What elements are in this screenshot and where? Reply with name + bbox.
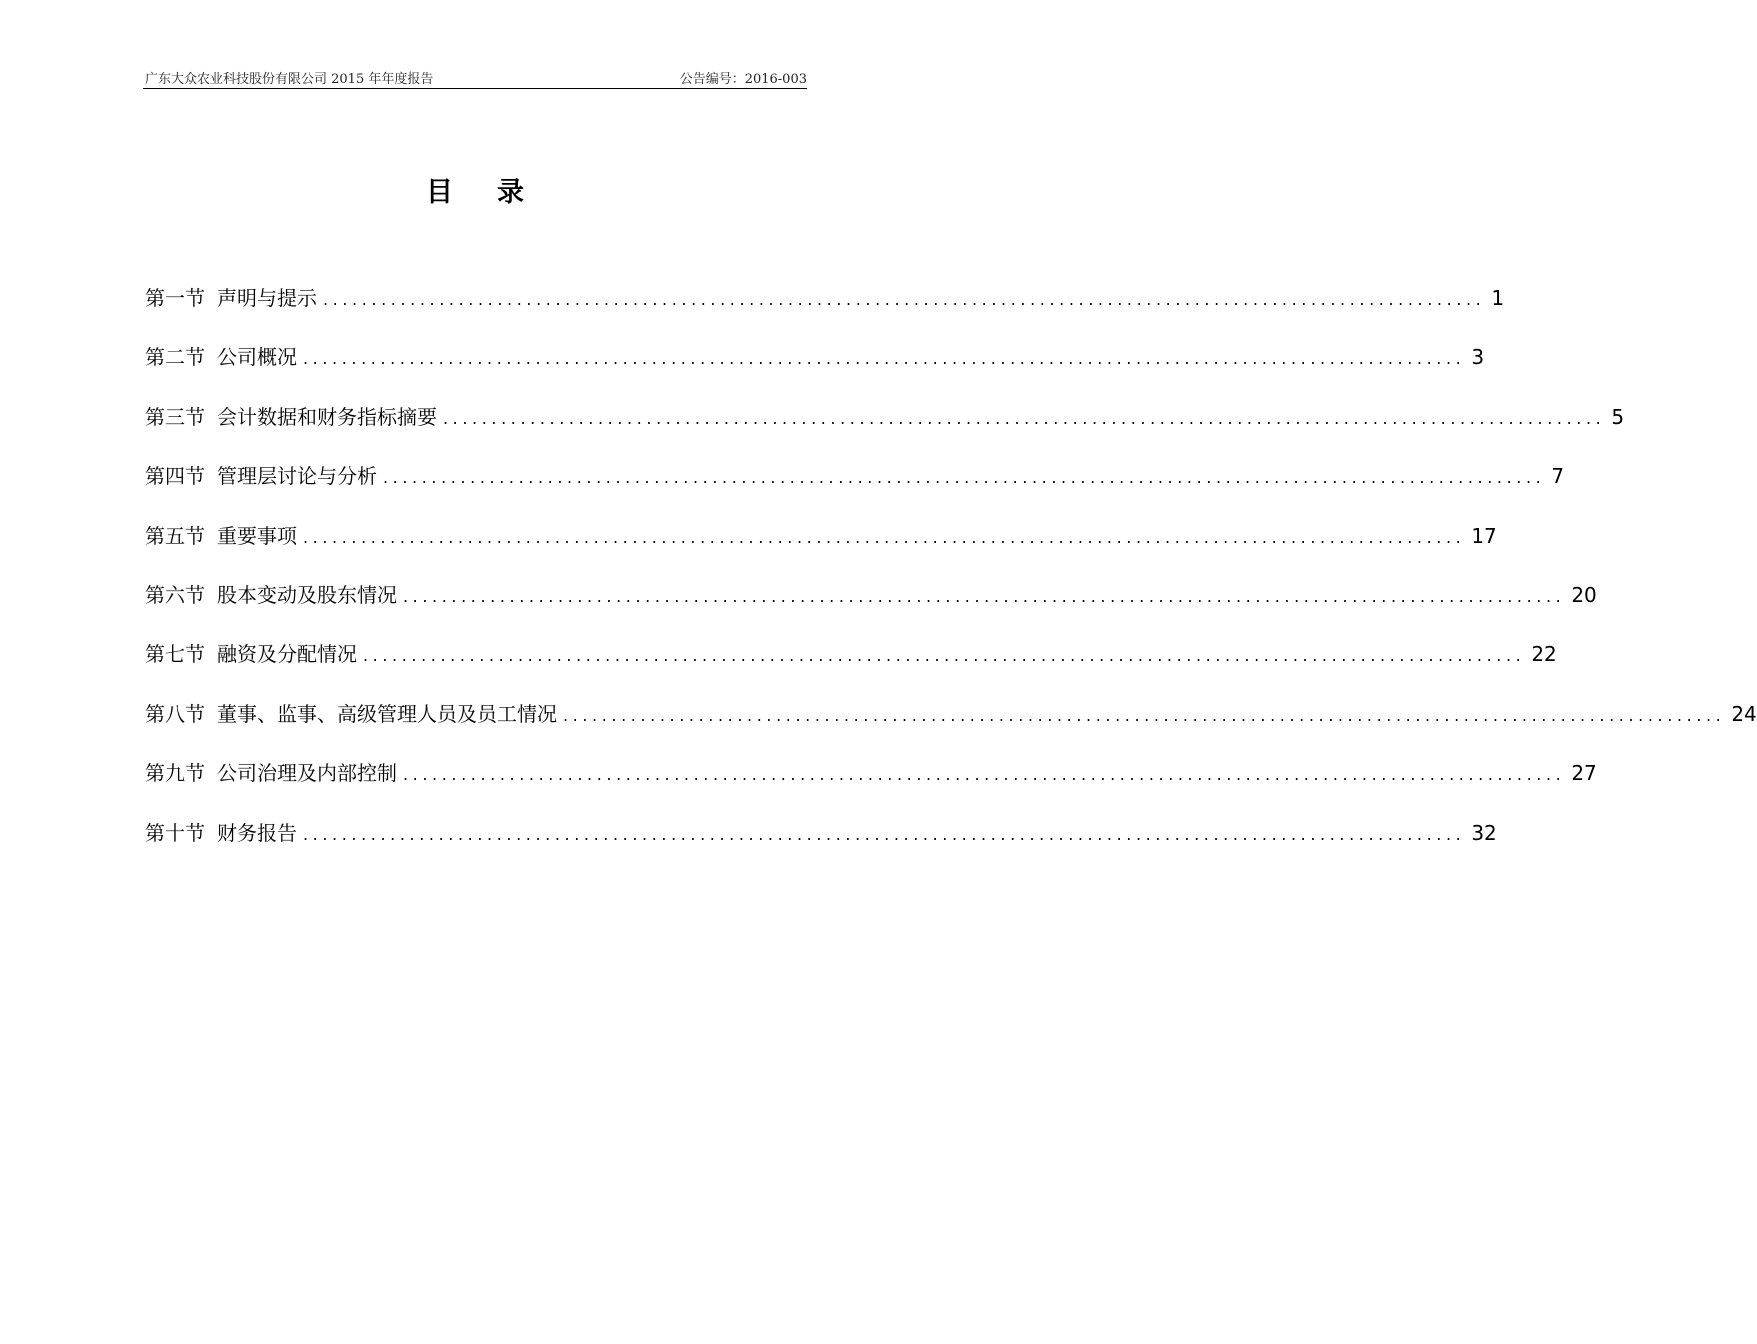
toc-leader-dots: ........................................................................................................................ xyxy=(383,468,1546,488)
toc-section-number: 第六节 xyxy=(145,582,205,607)
toc-entry[interactable] xyxy=(145,401,1625,460)
toc-section-title: 管理层讨论与分析 xyxy=(217,464,377,489)
toc-section-number: 第四节 xyxy=(145,464,205,489)
toc-leader-dots: ........................................................................................................................ xyxy=(443,408,1606,428)
toc-page-number: 27 xyxy=(1571,761,1597,786)
toc-leader-dots: ........................................................................................................................ xyxy=(363,646,1526,666)
page-header xyxy=(143,66,807,89)
toc-page-number: 32 xyxy=(1471,820,1497,845)
toc-entry[interactable] xyxy=(145,757,1597,816)
toc-section-title: 股本变动及股东情况 xyxy=(217,582,397,607)
toc-page-number: 20 xyxy=(1571,582,1597,607)
toc-leader-dots: ........................................................................................................................ xyxy=(563,705,1726,725)
toc-section-title: 财务报告 xyxy=(217,820,297,845)
toc-section-title: 会计数据和财务指标摘要 xyxy=(217,404,437,429)
toc-entry[interactable] xyxy=(145,341,1485,400)
toc-entry[interactable] xyxy=(145,282,1505,341)
toc-entry[interactable] xyxy=(145,579,1597,638)
toc-section-number: 第二节 xyxy=(145,345,205,370)
toc-section-title: 重要事项 xyxy=(217,523,297,548)
toc-leader-dots: ........................................................................................................................ xyxy=(403,586,1566,606)
toc-section-title: 融资及分配情况 xyxy=(217,642,357,667)
toc-entry[interactable] xyxy=(145,520,1497,579)
toc-section-title: 董事、监事、高级管理人员及员工情况 xyxy=(217,701,557,726)
toc-section-number: 第一节 xyxy=(145,286,205,310)
toc-leader-dots: ........................................................................................................................ xyxy=(323,290,1486,309)
toc-leader-dots: ........................................................................................................................ xyxy=(303,349,1466,369)
toc-leader-dots: ........................................................................................................................ xyxy=(303,824,1466,844)
toc-section-title: 公司治理及内部控制 xyxy=(217,761,397,786)
toc-leader-dots: ........................................................................................................................ xyxy=(403,765,1566,785)
toc-page-number: 3 xyxy=(1471,345,1485,370)
toc-section-number: 第九节 xyxy=(145,761,205,786)
toc-section-number: 第十节 xyxy=(145,820,205,845)
toc-page-number: 5 xyxy=(1611,404,1625,429)
report-title: 广东大众农业科技股份有限公司 2015 年年度报告 xyxy=(145,72,434,87)
toc-section-number: 第五节 xyxy=(145,523,205,548)
toc-page-number: 22 xyxy=(1531,642,1557,667)
toc-entry[interactable] xyxy=(145,460,1565,519)
toc-leader-dots: ........................................................................................................................ xyxy=(303,527,1466,547)
toc-entry[interactable] xyxy=(145,638,1557,697)
toc-section-number: 第八节 xyxy=(145,701,205,726)
table-of-contents xyxy=(145,282,1757,876)
page-title: 目录 xyxy=(426,177,568,208)
announcement-number: 公告编号：2016-003 xyxy=(679,72,807,87)
toc-section-number: 第三节 xyxy=(145,404,205,429)
toc-page-number: 17 xyxy=(1471,523,1497,548)
toc-section-title: 声明与提示 xyxy=(217,286,317,310)
toc-page-number: 7 xyxy=(1551,464,1565,489)
toc-entry[interactable] xyxy=(145,817,1497,876)
toc-page-number: 24 xyxy=(1731,701,1757,726)
toc-section-number: 第七节 xyxy=(145,642,205,667)
toc-section-title: 公司概况 xyxy=(217,345,297,370)
toc-entry[interactable] xyxy=(145,698,1757,757)
toc-page-number: 1 xyxy=(1491,286,1505,310)
